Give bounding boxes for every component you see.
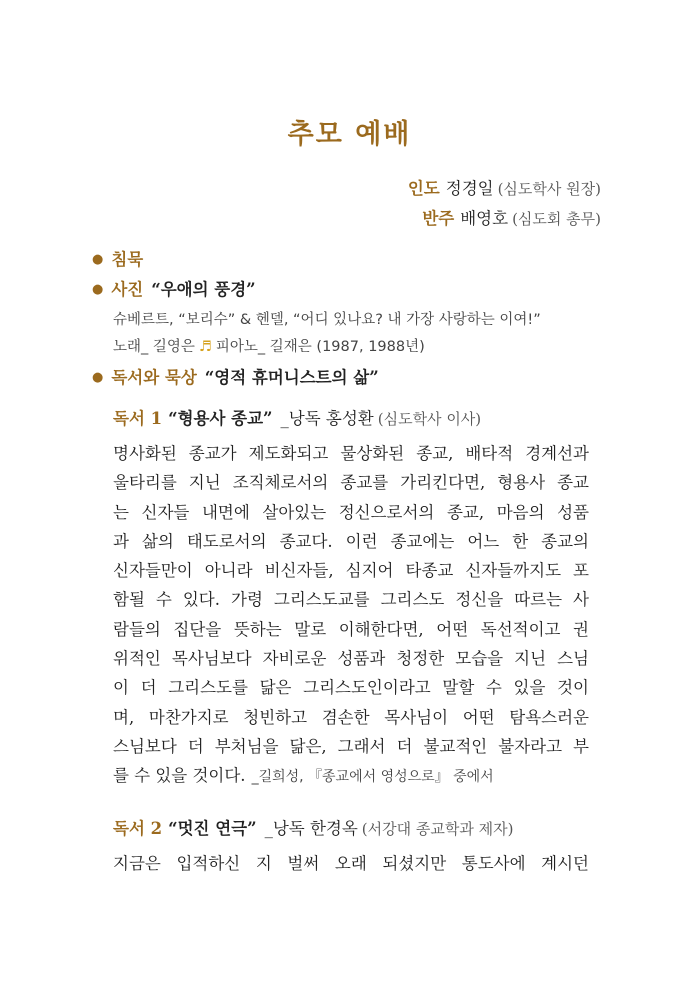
text-line: 람들의 집단을 뜻하는 말로 이해한다면, 어떤 독선적이고 권 bbox=[113, 619, 589, 639]
reading-reader: _낭독 홍성환 bbox=[280, 409, 374, 428]
reading-source: _길희성, 『종교에서 영성으로』 중에서 bbox=[251, 769, 494, 786]
text-line: 지금은 입적하신 지 벌써 오래 되셨지만 통도사에 계시던 bbox=[113, 854, 589, 873]
text-line: 를 수 있을 것이다. bbox=[113, 766, 246, 786]
credit-affiliation: (심도학사 원장) bbox=[497, 180, 601, 198]
photo-performers-line bbox=[113, 335, 425, 356]
text-line: 이 더 그리스도를 닮은 그리스도인이라고 말할 수 있을 것이 bbox=[113, 678, 589, 698]
credit-officiant bbox=[408, 174, 601, 204]
text-line: 는 신자들 내면에 살아있는 정신으로서의 종교, 마음의 성품 bbox=[113, 502, 589, 522]
credit-role: 인도 bbox=[407, 179, 440, 198]
singer-credit: 노래_ 길영은 bbox=[113, 339, 195, 355]
order-item-reading-meditation bbox=[92, 364, 379, 388]
bullet-icon: ● bbox=[92, 370, 104, 385]
order-item-label: 침묵 bbox=[111, 250, 144, 269]
text-line: 며, 마찬가지로 청빈하고 겸손한 목사님이 어떤 탐욕스러운 bbox=[113, 707, 589, 727]
order-item-quote: “우애의 풍경” bbox=[151, 280, 256, 299]
reading-label: 독서 1 bbox=[113, 409, 163, 428]
reading-1-header bbox=[113, 405, 481, 429]
text-line: 명사화된 종교가 제도화되고 물상화된 종교, 배타적 경계선과 bbox=[113, 444, 589, 463]
reading-title: “형용사 종교” bbox=[168, 409, 273, 428]
bullet-icon: ● bbox=[92, 282, 104, 297]
text-line: 신자들만이 아니라 비신자들, 심지어 타종교 신자들까지도 포 bbox=[113, 561, 589, 581]
text-line: 울타리를 지닌 조직체로서의 종교를 가리킨다면, 형용사 종교 bbox=[113, 473, 589, 493]
photo-music-line: 슈베르트, “보리수” & 헨델, “어디 있나요? 내 가장 사랑하는 이여!” bbox=[113, 312, 541, 328]
order-item-label: 독서와 묵상 bbox=[111, 368, 197, 387]
text-line: 함될 수 있다. 가령 그리스도교를 그리스도 정신을 따르는 사 bbox=[113, 590, 589, 610]
reading-2-body bbox=[113, 849, 589, 878]
piano-credit: 피아노_ 길재은 (1987, 1988년) bbox=[215, 339, 425, 355]
credits bbox=[408, 174, 601, 234]
text-line: 스님보다 더 부처님을 닮은, 그래서 더 불교적인 불자라고 부 bbox=[113, 736, 589, 756]
music-note-icon: ♬ bbox=[198, 339, 212, 355]
order-item-quote: “영적 휴머니스트의 삶” bbox=[204, 368, 379, 387]
credit-person: 배영호 bbox=[460, 209, 509, 228]
page-title: 추모 예배 bbox=[287, 119, 412, 150]
order-item-label: 사진 bbox=[111, 280, 144, 299]
text-line-last bbox=[113, 761, 589, 790]
reading-title: “멋진 연극” bbox=[168, 819, 257, 838]
text-line: 위적인 목사님보다 자비로운 성품과 청정한 모습을 지닌 스님 bbox=[113, 649, 589, 669]
credit-affiliation: (심도회 총무) bbox=[512, 210, 601, 228]
credit-role: 반주 bbox=[422, 209, 455, 228]
reading-affiliation: (심도학사 이사) bbox=[377, 410, 482, 428]
credit-accompanist bbox=[408, 204, 601, 234]
reading-label: 독서 2 bbox=[113, 819, 163, 838]
reading-1-body bbox=[113, 439, 589, 791]
bullet-icon: ● bbox=[92, 252, 104, 267]
order-item-photo bbox=[92, 276, 256, 300]
reading-affiliation: (서강대 종교학과 제자) bbox=[361, 820, 514, 838]
credit-person: 정경일 bbox=[445, 179, 494, 198]
text-line: 과 삶의 태도로서의 종교다. 이런 종교에는 어느 한 종교의 bbox=[113, 531, 589, 551]
reading-reader: _낭독 한경옥 bbox=[264, 819, 358, 838]
order-item-silence bbox=[92, 246, 143, 270]
reading-2-header bbox=[113, 815, 513, 839]
